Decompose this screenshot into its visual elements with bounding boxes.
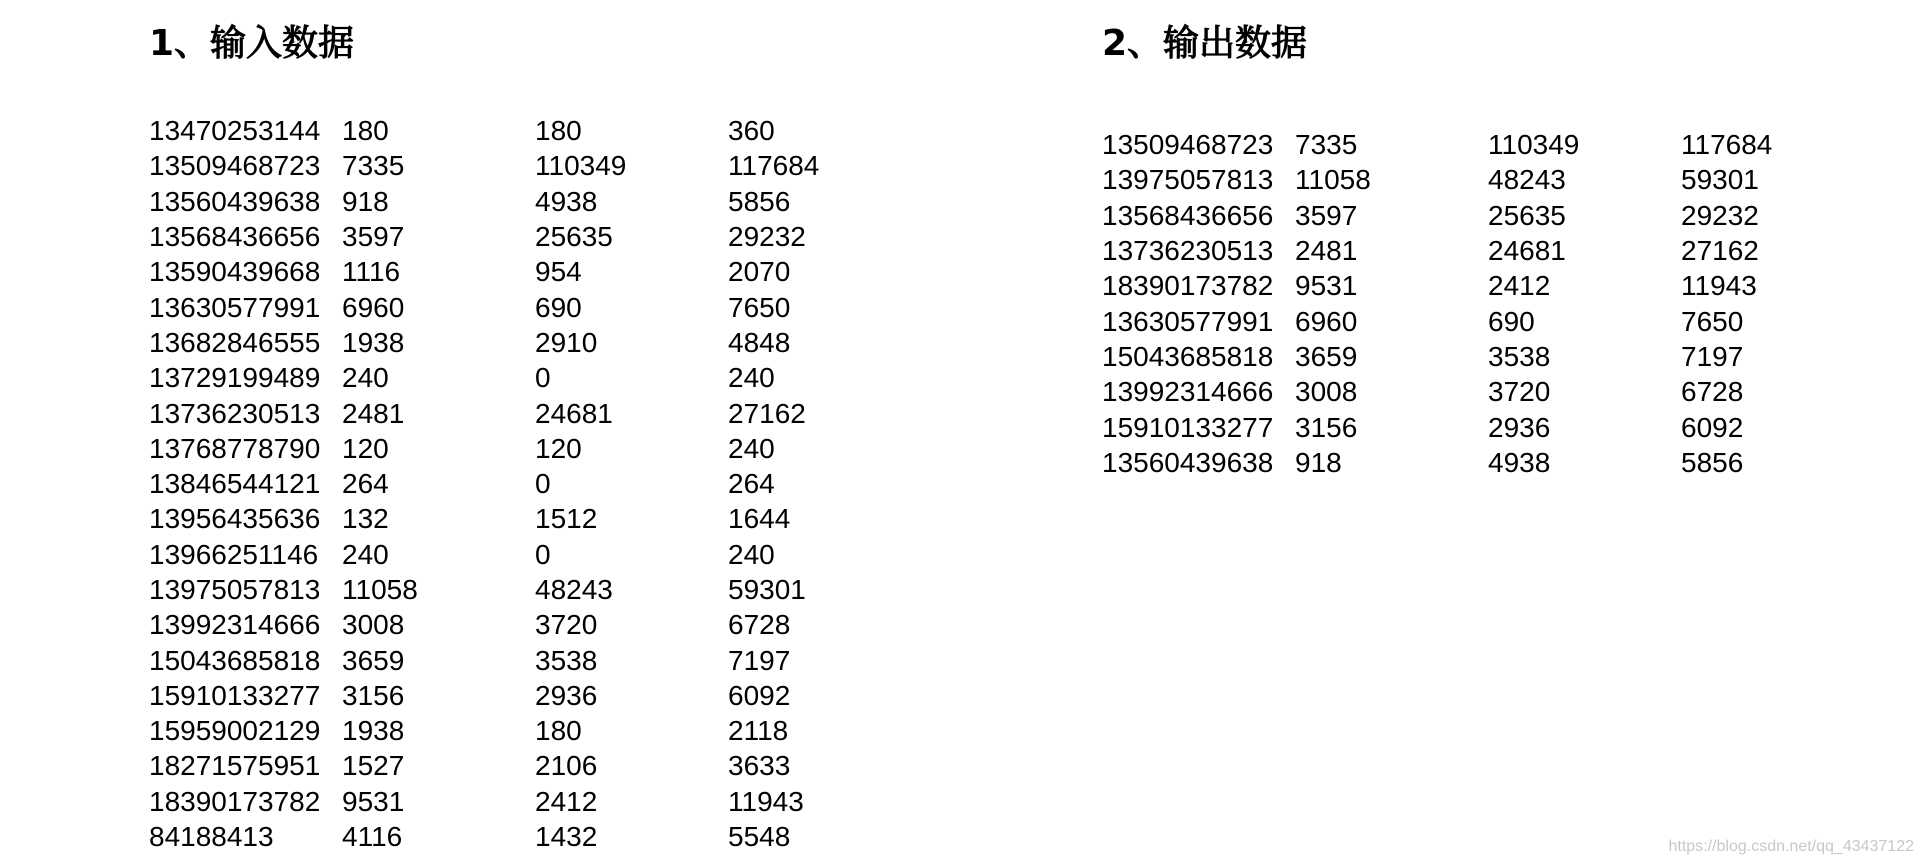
table-cell: 7335: [342, 150, 405, 182]
table-cell: 360: [728, 115, 775, 147]
table-cell: 48243: [1488, 164, 1566, 196]
table-cell: 3008: [342, 609, 405, 641]
table-cell: 6092: [1681, 411, 1744, 443]
table-cell: 4938: [1488, 446, 1551, 478]
table-cell: 3156: [1295, 411, 1358, 443]
table-cell: 4938: [535, 185, 598, 217]
table-row: [149, 148, 848, 183]
table-row: [149, 642, 848, 677]
table-cell: 3633: [728, 750, 791, 782]
table-cell: 3720: [535, 609, 598, 641]
table-cell: 59301: [728, 574, 806, 605]
table-cell: 3720: [1488, 376, 1551, 408]
table-cell: 6960: [342, 291, 405, 323]
table-cell: 2481: [342, 397, 405, 429]
table-cell: 4848: [728, 326, 791, 358]
table-cell: 13470253144: [149, 115, 321, 147]
table-row: [1102, 233, 1801, 268]
table-cell: 240: [342, 538, 389, 570]
table-row: [1102, 445, 1801, 480]
table-cell: 18390173782: [149, 785, 321, 817]
table-cell: 13975057813: [1102, 164, 1274, 196]
table-row: [1102, 127, 1801, 162]
table-cell: 0: [535, 538, 551, 570]
table-cell: 27162: [728, 397, 806, 429]
table-cell: 1938: [342, 715, 405, 747]
table-cell: 2118: [728, 715, 789, 747]
table-cell: 9531: [1295, 270, 1358, 302]
table-cell: 13956435636: [149, 503, 321, 535]
table-row: [149, 466, 848, 501]
table-cell: 240: [728, 432, 775, 464]
table-cell: 7197: [1681, 340, 1744, 372]
table-cell: 13992314666: [149, 609, 321, 641]
table-cell: 1527: [342, 750, 405, 782]
table-cell: 3659: [1295, 340, 1358, 372]
table-cell: 120: [535, 432, 582, 464]
table-row: [1102, 198, 1801, 233]
table-cell: 13729199489: [149, 362, 321, 394]
table-cell: 3597: [1295, 199, 1358, 231]
table-cell: 3538: [535, 644, 598, 676]
table-cell: 690: [1488, 305, 1535, 337]
table-cell: 3597: [342, 221, 405, 253]
table-cell: 13509468723: [149, 150, 321, 182]
table-row: [149, 748, 848, 783]
table-cell: 3659: [342, 644, 405, 676]
table-cell: 918: [1295, 446, 1342, 478]
table-row: [149, 501, 848, 536]
table-cell: 6092: [728, 679, 791, 711]
table-cell: 4116: [342, 821, 403, 853]
table-cell: 110349: [535, 150, 627, 182]
table-row: [149, 572, 848, 607]
table-cell: 264: [342, 468, 389, 500]
table-cell: 954: [535, 256, 582, 288]
table-row: [149, 113, 848, 148]
table-cell: 24681: [535, 397, 613, 429]
table-cell: 11058: [342, 574, 418, 605]
table-cell: 18390173782: [1102, 270, 1274, 302]
table-cell: 0: [535, 362, 551, 394]
table-cell: 7650: [1681, 305, 1744, 337]
table-cell: 110349: [1488, 129, 1580, 161]
table-cell: 7335: [1295, 129, 1358, 161]
table-row: [149, 360, 848, 395]
table-row: [1102, 339, 1801, 374]
table-cell: 59301: [1681, 164, 1759, 196]
table-cell: 13736230513: [149, 397, 321, 429]
table-cell: 29232: [728, 221, 806, 253]
table-row: [149, 395, 848, 430]
table-cell: 132: [342, 503, 389, 535]
table-cell: 13568436656: [149, 221, 321, 253]
table-cell: 13509468723: [1102, 129, 1274, 161]
table-row: [1102, 162, 1801, 197]
table-cell: 690: [535, 291, 582, 323]
table-row: [149, 325, 848, 360]
table-cell: 48243: [535, 574, 613, 605]
table-cell: 13966251146: [149, 538, 319, 570]
table-cell: 2936: [535, 679, 598, 711]
table-cell: 2910: [535, 326, 598, 358]
table-cell: 13560439638: [1102, 446, 1274, 478]
table-cell: 9531: [342, 785, 405, 817]
table-cell: 13568436656: [1102, 199, 1274, 231]
table-row: [149, 678, 848, 713]
table-row: [1102, 409, 1801, 444]
table-cell: 2412: [535, 785, 598, 817]
table-cell: 15910133277: [149, 679, 321, 711]
table-cell: 13992314666: [1102, 376, 1274, 408]
table-cell: 24681: [1488, 235, 1566, 267]
table-cell: 2936: [1488, 411, 1551, 443]
table-cell: 3538: [1488, 340, 1551, 372]
table-cell: 180: [342, 115, 389, 147]
table-cell: 1512: [535, 503, 598, 535]
table-cell: 27162: [1681, 235, 1759, 267]
table-cell: 13590439668: [149, 256, 321, 288]
table-cell: 11943: [1681, 270, 1757, 302]
table-cell: 25635: [1488, 199, 1566, 231]
table-cell: 3008: [1295, 376, 1358, 408]
watermark-text: https://blog.csdn.net/qq_43437122: [1668, 838, 1914, 855]
table-cell: 2070: [728, 256, 791, 288]
table-cell: 5856: [1681, 446, 1744, 478]
table-row: [149, 713, 848, 748]
table-row: [1102, 303, 1801, 338]
input-data-table: [149, 113, 848, 854]
table-cell: 240: [342, 362, 389, 394]
table-cell: 2481: [1295, 235, 1358, 267]
table-row: [149, 184, 848, 219]
table-cell: 15043685818: [149, 644, 321, 676]
table-cell: 2412: [1488, 270, 1551, 302]
table-cell: 15959002129: [149, 715, 321, 747]
table-cell: 13736230513: [1102, 235, 1274, 267]
table-cell: 15910133277: [1102, 411, 1274, 443]
table-cell: 1644: [728, 503, 791, 535]
table-cell: 13975057813: [149, 574, 321, 605]
table-cell: 6728: [1681, 376, 1744, 408]
table-row: [149, 784, 848, 819]
table-cell: 7197: [728, 644, 791, 676]
table-row: [149, 254, 848, 289]
table-cell: 180: [535, 715, 582, 747]
table-cell: 240: [728, 538, 775, 570]
table-row: [149, 289, 848, 324]
table-cell: 1432: [535, 821, 598, 853]
table-cell: 3156: [342, 679, 405, 711]
table-cell: 13682846555: [149, 326, 321, 358]
table-row: [149, 219, 848, 254]
table-row: [149, 431, 848, 466]
table-cell: 5548: [728, 821, 791, 853]
table-cell: 25635: [535, 221, 613, 253]
table-row: [149, 607, 848, 642]
table-cell: 15043685818: [1102, 340, 1274, 372]
table-cell: 13846544121: [149, 468, 321, 500]
table-row: [1102, 374, 1801, 409]
table-cell: 18271575951: [149, 750, 321, 782]
table-cell: 0: [535, 468, 551, 500]
table-cell: 5856: [728, 185, 791, 217]
table-cell: 264: [728, 468, 775, 500]
output-data-heading: 2、输出数据: [1102, 23, 1308, 64]
table-cell: 2106: [535, 750, 598, 782]
table-cell: 918: [342, 185, 389, 217]
table-cell: 13560439638: [149, 185, 321, 217]
table-cell: 84188413: [149, 821, 274, 853]
output-data-table: [1102, 127, 1801, 480]
table-cell: 6960: [1295, 305, 1358, 337]
table-row: [149, 819, 848, 854]
table-cell: 120: [342, 432, 389, 464]
table-cell: 240: [728, 362, 775, 394]
table-cell: 180: [535, 115, 582, 147]
input-data-heading: 1、输入数据: [149, 23, 355, 64]
table-row: [149, 537, 848, 572]
table-cell: 13768778790: [149, 432, 321, 464]
table-cell: 1116: [342, 256, 401, 288]
table-row: [1102, 268, 1801, 303]
table-cell: 13630577991: [1102, 305, 1274, 337]
table-cell: 117684: [728, 150, 820, 182]
table-cell: 7650: [728, 291, 791, 323]
table-cell: 13630577991: [149, 291, 321, 323]
table-cell: 11943: [728, 785, 804, 817]
table-cell: 29232: [1681, 199, 1759, 231]
table-cell: 6728: [728, 609, 791, 641]
table-cell: 1938: [342, 326, 405, 358]
table-cell: 117684: [1681, 129, 1773, 161]
table-cell: 11058: [1295, 164, 1371, 196]
